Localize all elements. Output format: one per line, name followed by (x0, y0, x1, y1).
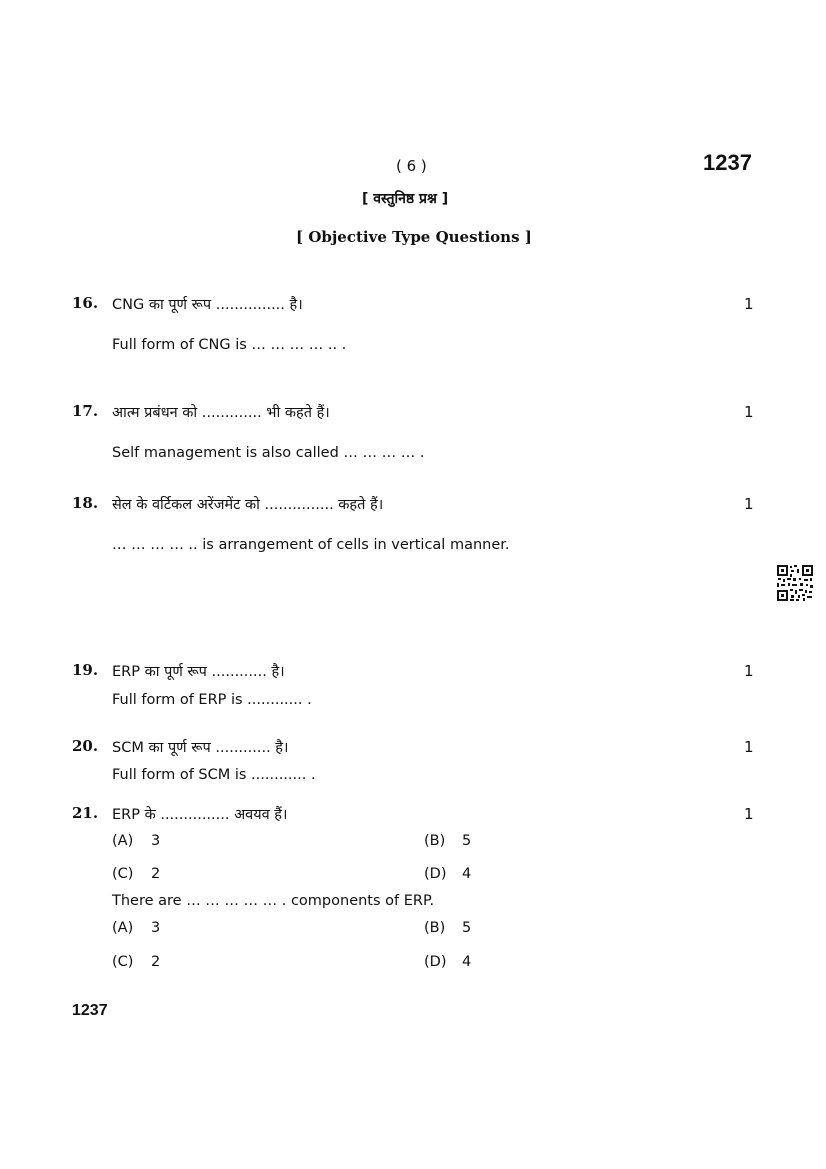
option-value: 4 (462, 866, 472, 882)
question-marks: 1 (744, 805, 754, 823)
question-number: 17. (72, 402, 99, 420)
question-number: 19. (72, 661, 99, 679)
option-value: 5 (462, 833, 472, 849)
question-english-text: Full form of SCM is ............ . (112, 767, 316, 783)
question-hindi-text: सेल के वर्टिकल अरेंजमेंट को ............... कहते हैं। (112, 497, 384, 513)
question-hindi-text: ERP का पूर्ण रूप ............ है। (112, 664, 285, 680)
question-marks: 1 (744, 403, 754, 421)
question-english-text: Full form of ERP is ............ . (112, 692, 312, 708)
question-english-text: There are … … … … … . components of ERP. (112, 893, 435, 909)
option-label: (C) (112, 866, 134, 882)
question-number: 18. (72, 494, 99, 512)
question-hindi-text: CNG का पूर्ण रूप ............... है। (112, 297, 303, 313)
option-value: 4 (462, 954, 472, 970)
english-section-heading: [ Objective Type Questions ] (296, 228, 532, 246)
question-marks: 1 (744, 662, 754, 680)
question-marks: 1 (744, 495, 754, 513)
option-value: 2 (151, 866, 161, 882)
question-hindi-text: SCM का पूर्ण रूप ............ है। (112, 740, 289, 756)
qr-code-icon (776, 564, 814, 602)
option-label: (B) (424, 920, 446, 936)
paper-code-header: 1237 (703, 150, 752, 175)
option-label: (D) (424, 866, 447, 882)
question-marks: 1 (744, 738, 754, 756)
question-marks: 1 (744, 295, 754, 313)
option-value: 2 (151, 954, 161, 970)
option-value: 3 (151, 920, 161, 936)
option-value: 3 (151, 833, 161, 849)
option-label: (D) (424, 954, 447, 970)
question-number: 16. (72, 294, 99, 312)
question-hindi-text: ERP के ............... अवयव हैं। (112, 807, 288, 823)
option-label: (B) (424, 833, 446, 849)
question-hindi-text: आत्म प्रबंधन को ............. भी कहते हैं। (112, 405, 330, 421)
option-label: (C) (112, 954, 134, 970)
qr-code-graphic (776, 564, 814, 602)
question-english-text: Self management is also called … … … … . (112, 445, 425, 461)
page-number: ( 6 ) (396, 157, 427, 175)
hindi-section-heading: [ वस्तुनिष्ठ प्रश्न ] (362, 191, 449, 207)
paper-code-footer: 1237 (72, 1002, 108, 1019)
question-english-text: Full form of CNG is … … … … .. . (112, 337, 347, 353)
option-label: (A) (112, 920, 134, 936)
question-number: 20. (72, 737, 99, 755)
option-value: 5 (462, 920, 472, 936)
question-number: 21. (72, 804, 99, 822)
option-label: (A) (112, 833, 134, 849)
question-english-text: … … … … .. is arrangement of cells in vertical manner. (112, 537, 510, 553)
